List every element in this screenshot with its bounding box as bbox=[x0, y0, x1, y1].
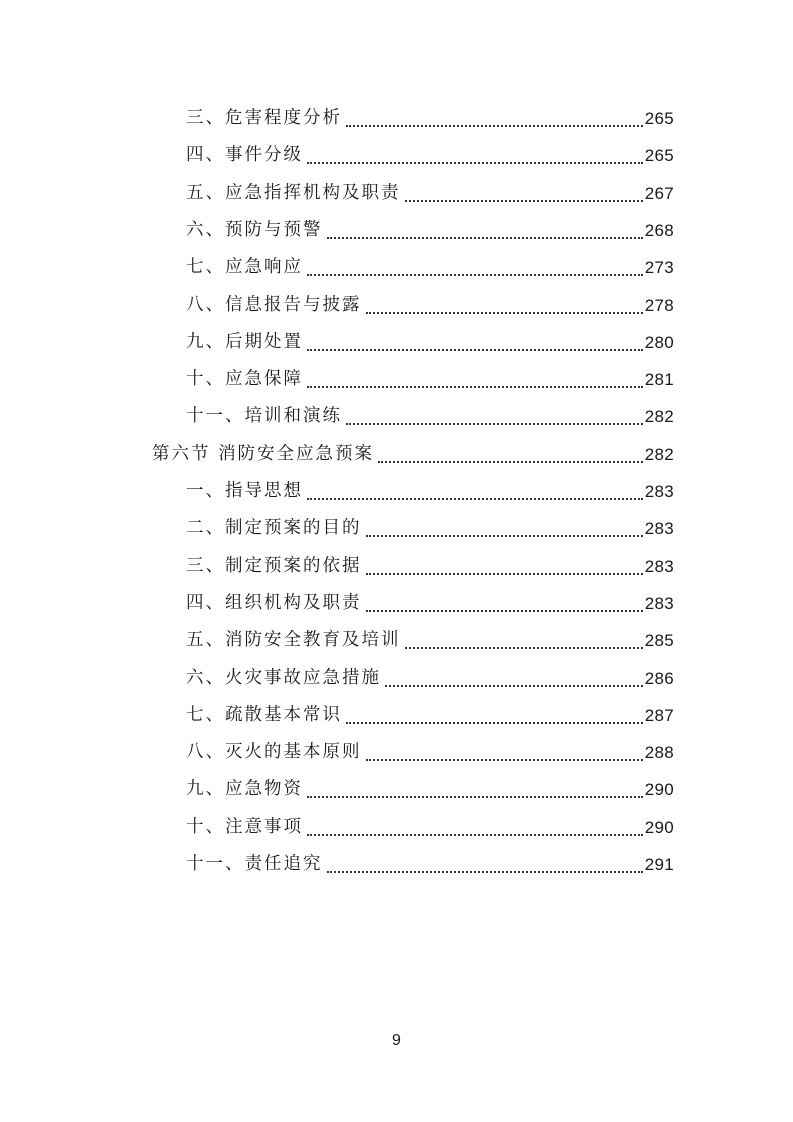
toc-entry[interactable] bbox=[186, 473, 674, 510]
toc-entry-page: 280 bbox=[644, 332, 674, 352]
toc-entry[interactable] bbox=[186, 771, 674, 808]
dot-leader bbox=[346, 398, 643, 435]
toc-entry[interactable] bbox=[186, 324, 674, 361]
toc-entry-page: 265 bbox=[644, 109, 674, 128]
toc-entry[interactable] bbox=[186, 361, 674, 398]
toc-entry-label: 五、应急指挥机构及职责 bbox=[186, 182, 401, 203]
toc-entry-label: 四、事件分级 bbox=[186, 145, 303, 166]
toc-entry[interactable] bbox=[186, 809, 674, 846]
dot-leader bbox=[307, 249, 643, 286]
toc-entry-label: 六、火灾事故应急措施 bbox=[186, 667, 381, 688]
page-number: 9 bbox=[392, 1032, 401, 1049]
dot-leader bbox=[366, 585, 643, 622]
toc-entry[interactable] bbox=[186, 137, 674, 174]
toc-entry-page: 291 bbox=[644, 855, 674, 874]
toc-entry-page: 283 bbox=[644, 593, 674, 613]
toc-entry[interactable] bbox=[186, 398, 674, 435]
toc-entry-page: 267 bbox=[644, 183, 674, 203]
toc-entry-label: 十一、培训和演练 bbox=[186, 406, 342, 427]
dot-leader bbox=[307, 137, 643, 174]
toc-section-entry[interactable] bbox=[152, 436, 674, 473]
toc-entry-label: 九、应急物资 bbox=[186, 779, 303, 800]
dot-leader bbox=[366, 548, 643, 585]
toc-entry-label: 十、注意事项 bbox=[186, 816, 303, 837]
dot-leader bbox=[346, 100, 643, 137]
toc-entry-label: 第六节 消防安全应急预案 bbox=[152, 443, 375, 464]
toc-entry[interactable] bbox=[186, 846, 674, 883]
dot-leader bbox=[378, 436, 643, 473]
toc-entry-page: 268 bbox=[644, 220, 674, 240]
toc-entry-label: 十、应急保障 bbox=[186, 369, 303, 390]
toc-entry[interactable] bbox=[186, 697, 674, 734]
toc-entry-page: 278 bbox=[644, 295, 674, 315]
toc-entry[interactable] bbox=[186, 548, 674, 585]
dot-leader bbox=[346, 697, 643, 734]
toc-entry-label: 九、后期处置 bbox=[186, 331, 303, 352]
dot-leader bbox=[366, 287, 643, 324]
dot-leader bbox=[307, 361, 643, 398]
dot-leader bbox=[366, 510, 643, 547]
toc-entry-page: 290 bbox=[644, 817, 674, 837]
dot-leader bbox=[327, 212, 643, 249]
dot-leader bbox=[405, 622, 643, 659]
toc-entry-page: 281 bbox=[644, 370, 674, 390]
toc-entry-label: 一、指导思想 bbox=[186, 481, 303, 501]
toc-entry[interactable] bbox=[186, 585, 674, 622]
toc-entry[interactable] bbox=[186, 175, 674, 212]
toc-entry-page: 282 bbox=[644, 407, 674, 427]
toc-entry[interactable] bbox=[186, 249, 674, 286]
toc-entry[interactable] bbox=[186, 212, 674, 249]
toc-entry[interactable] bbox=[186, 287, 674, 324]
toc-entry-label: 八、信息报告与披露 bbox=[186, 294, 362, 315]
dot-leader bbox=[405, 175, 643, 212]
toc-entry-label: 二、制定预案的目的 bbox=[186, 518, 362, 539]
dot-leader bbox=[307, 809, 643, 846]
toc-entry-page: 283 bbox=[644, 482, 674, 501]
dot-leader bbox=[307, 473, 643, 510]
toc-entry-page: 283 bbox=[644, 556, 674, 576]
toc-entry-label: 四、组织机构及职责 bbox=[186, 592, 362, 613]
dot-leader bbox=[307, 771, 643, 808]
toc-entry-page: 290 bbox=[644, 780, 674, 800]
toc-entry-page: 282 bbox=[644, 444, 674, 464]
dot-leader bbox=[327, 846, 643, 883]
toc-entry-page: 273 bbox=[644, 258, 674, 278]
toc-entry[interactable] bbox=[186, 100, 674, 137]
toc-entry[interactable] bbox=[186, 510, 674, 547]
toc-entry[interactable] bbox=[186, 734, 674, 771]
dot-leader bbox=[366, 734, 643, 771]
toc-entry-page: 285 bbox=[644, 631, 674, 651]
toc-entry-label: 七、疏散基本常识 bbox=[186, 704, 342, 725]
dot-leader bbox=[385, 660, 643, 697]
toc-entry-page: 286 bbox=[644, 668, 674, 688]
toc-entry-label: 五、消防安全教育及培训 bbox=[186, 630, 401, 651]
toc-entry-page: 287 bbox=[644, 705, 674, 725]
toc-entry-label: 六、预防与预警 bbox=[186, 219, 323, 240]
dot-leader bbox=[307, 324, 643, 361]
toc-entry-page: 265 bbox=[644, 146, 674, 166]
toc-entry-label: 八、灭火的基本原则 bbox=[186, 742, 362, 763]
toc-entry[interactable] bbox=[186, 660, 674, 697]
toc-entry-page: 283 bbox=[644, 519, 674, 539]
toc-entry-label: 三、危害程度分析 bbox=[186, 108, 342, 128]
toc-entry-label: 三、制定预案的依据 bbox=[186, 555, 362, 576]
toc-entry[interactable] bbox=[186, 622, 674, 659]
toc-entry-label: 十一、责任追究 bbox=[186, 854, 323, 874]
toc-entry-label: 七、应急响应 bbox=[186, 257, 303, 278]
toc-entry-page: 288 bbox=[644, 743, 674, 763]
